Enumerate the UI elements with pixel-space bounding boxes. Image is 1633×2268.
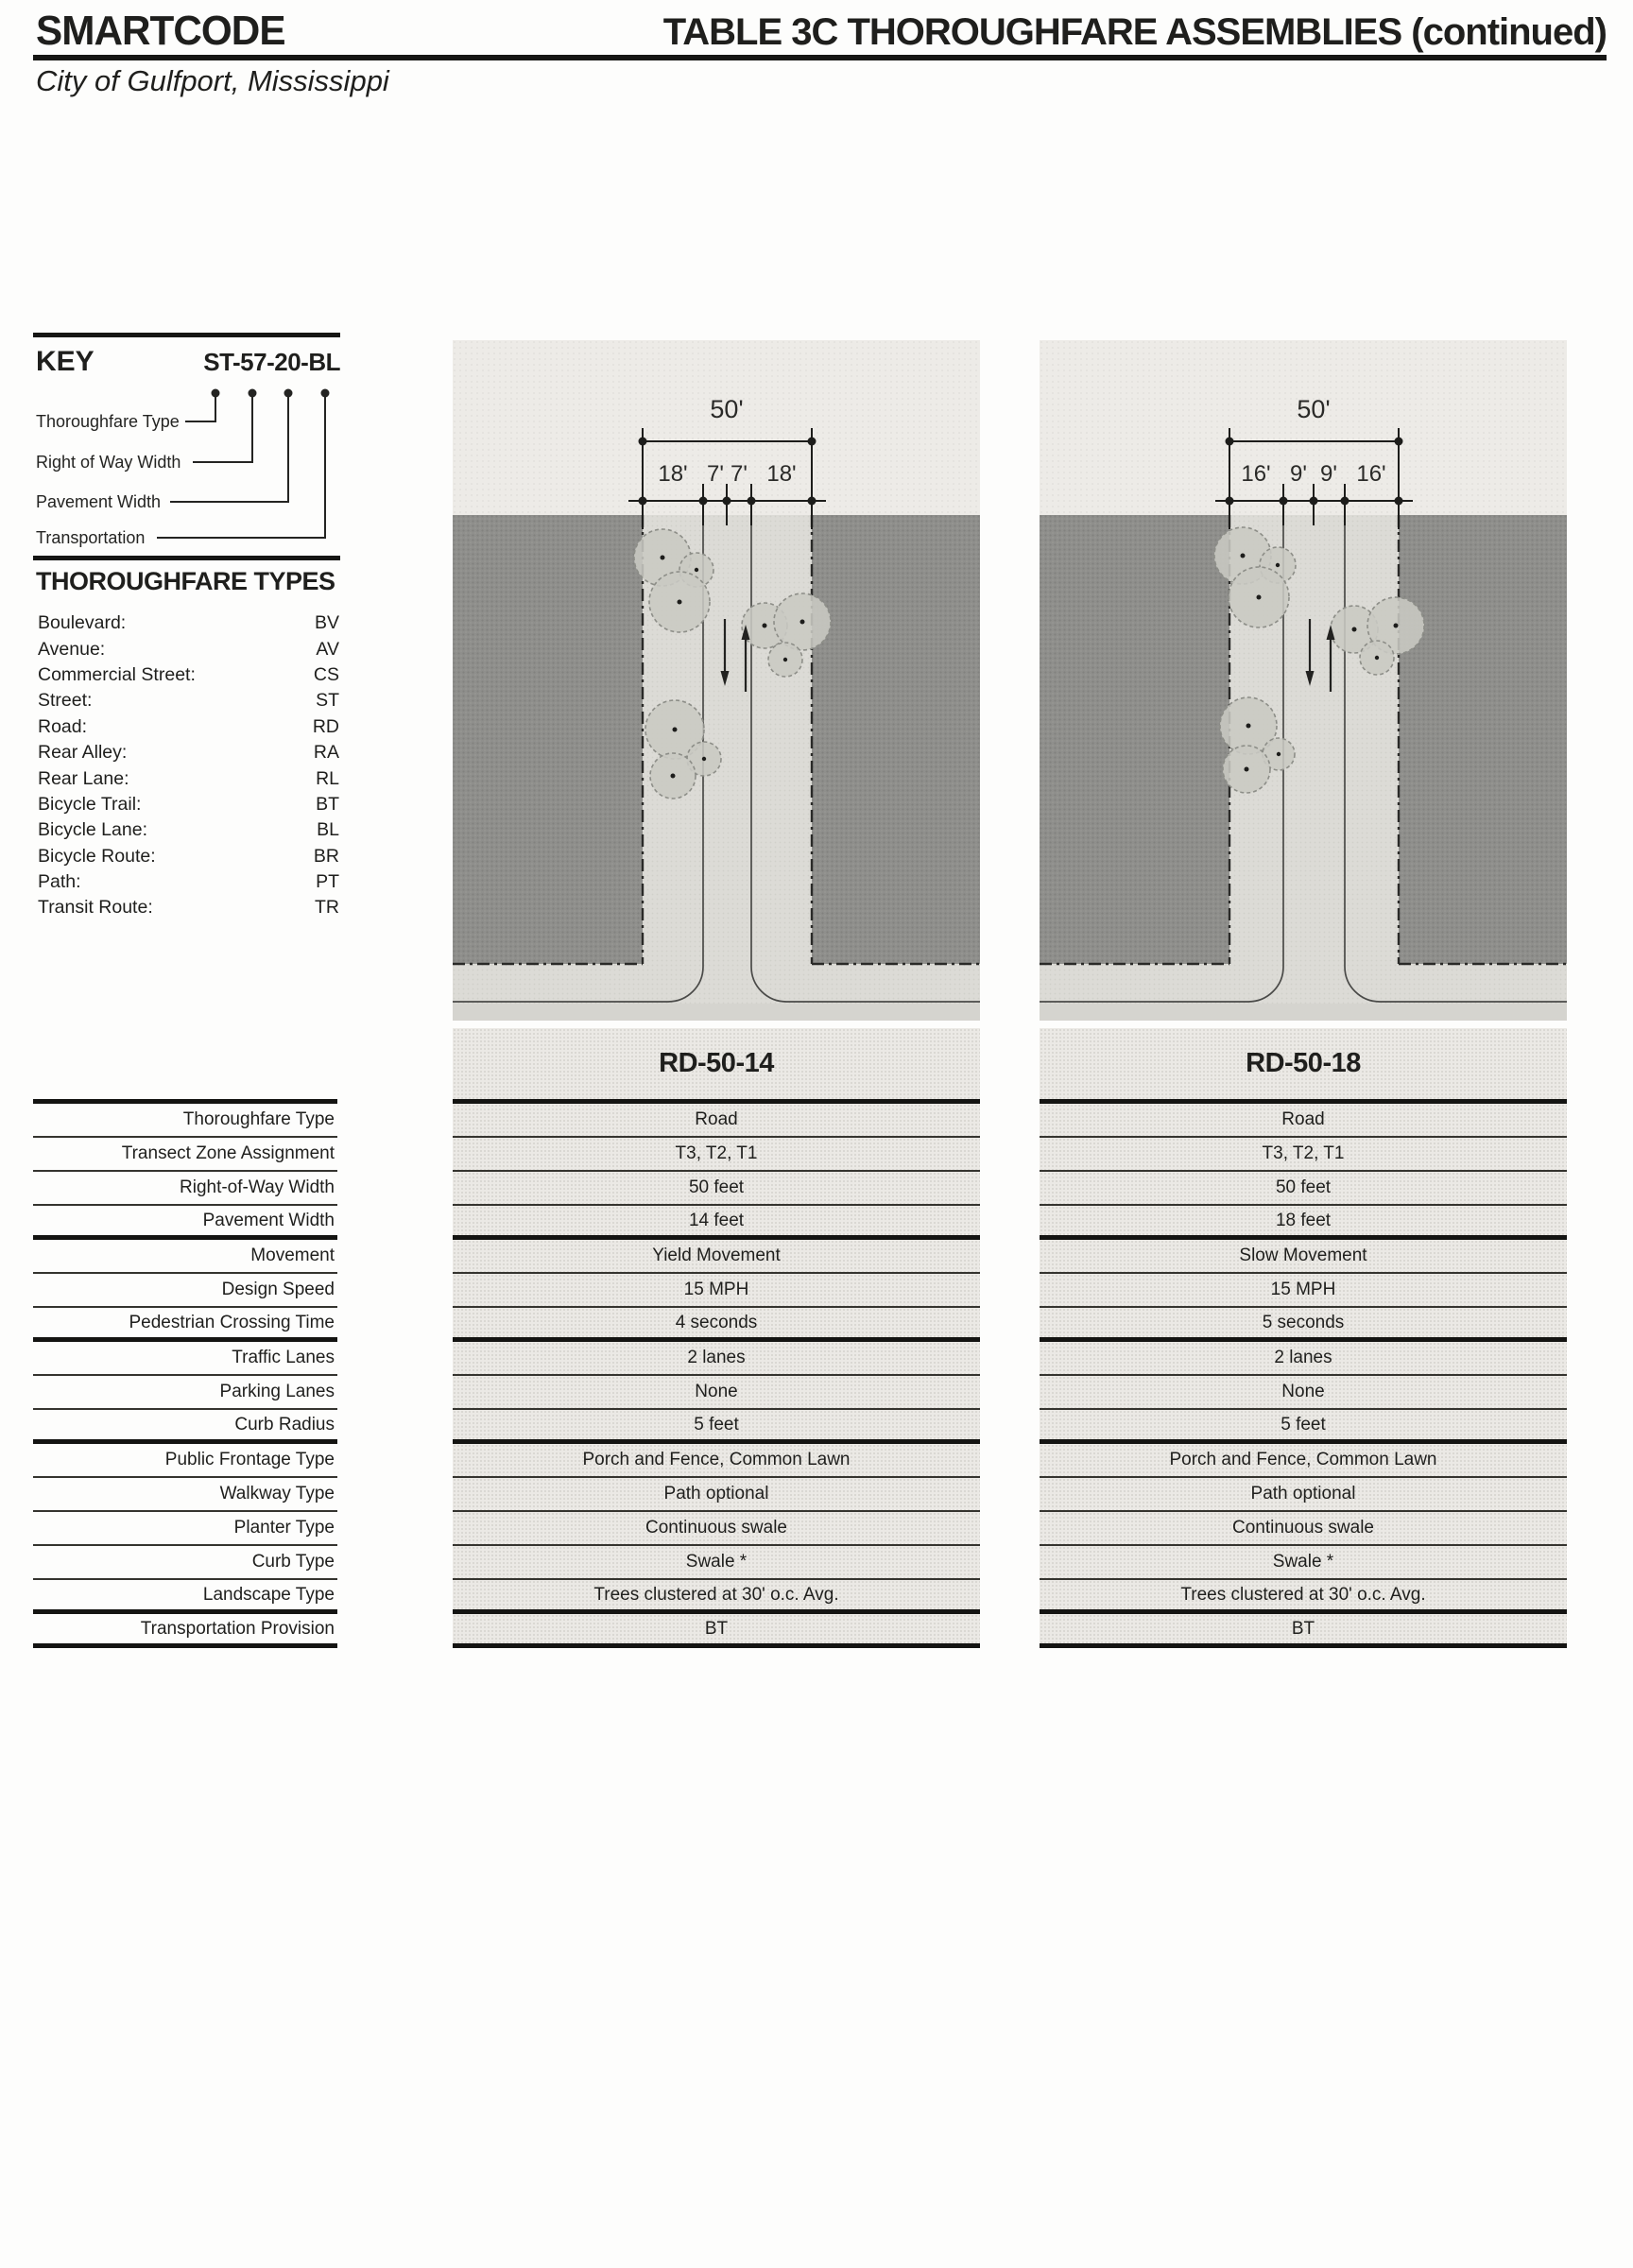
table-cell: 15 MPH [1040,1274,1567,1308]
city-block-left [453,515,643,964]
table-cell: 15 MPH [453,1274,980,1308]
type-abbr: PT [316,871,339,893]
dim-segment-label: 9' [1290,461,1307,487]
brand-title: SMARTCODE [36,8,285,54]
type-abbr: BL [317,819,339,841]
dim-segment-label: 18' [766,461,797,487]
type-label: Road: [38,715,88,737]
list-item [38,792,339,817]
row-label: Landscape Type [33,1580,337,1614]
table-cell: None [1040,1376,1567,1410]
table-cell: 2 lanes [1040,1342,1567,1376]
plan-diagram-rd-50-14 [453,340,980,1021]
table-cell: 5 seconds [1040,1308,1567,1342]
assembly-values-rd-50-18 [1040,1099,1567,1648]
key-legend-diagram [36,384,340,552]
type-label: Transit Route: [38,897,153,919]
row-label: Design Speed [33,1274,337,1308]
table-cell: Path optional [1040,1478,1567,1512]
key-rule-bottom [33,556,340,560]
row-label: Curb Radius [33,1410,337,1444]
row-label: Transportation Provision [33,1614,337,1648]
table-cell: Swale * [453,1546,980,1580]
list-item [38,688,339,713]
list-item [38,714,339,740]
list-item [38,869,339,895]
type-label: Rear Alley: [38,742,128,764]
key-heading: KEY [36,346,95,377]
table-cell: Porch and Fence, Common Lawn [1040,1444,1567,1478]
city-block-right [812,515,980,964]
thoroughfare-types-list [38,610,339,921]
type-abbr: TR [315,897,339,919]
type-abbr: ST [316,690,339,712]
city-block-left [1040,515,1229,964]
type-abbr: BT [316,793,339,815]
type-label: Street: [38,690,93,712]
type-abbr: BR [313,845,339,867]
assembly-title-rd-50-14: RD-50-14 [453,1028,980,1099]
type-label: Bicycle Lane: [38,819,147,841]
table-cell: 5 feet [1040,1410,1567,1444]
list-item [38,662,339,688]
table-cell: None [453,1376,980,1410]
list-item [38,817,339,843]
table-cell: Continuous swale [1040,1512,1567,1546]
table-row-labels [33,1099,337,1648]
city-block-right [1399,515,1567,964]
key-code: ST-57-20-BL [203,348,340,376]
row-label: Parking Lanes [33,1376,337,1410]
table-cell: 50 feet [1040,1172,1567,1206]
type-label: Bicycle Route: [38,845,156,867]
type-abbr: CS [313,663,339,685]
key-label-pavement-width: Pavement Width [36,492,162,511]
row-label: Movement [33,1240,337,1274]
table-cell: T3, T2, T1 [453,1138,980,1172]
type-abbr: RA [313,742,339,764]
table-cell: Slow Movement [1040,1240,1567,1274]
type-abbr: BV [314,612,339,634]
list-item [38,765,339,791]
table-cell: 50 feet [453,1172,980,1206]
row-label: Planter Type [33,1512,337,1546]
table-cell: BT [453,1614,980,1648]
dim-segment-label: 16' [1356,461,1386,487]
table-cell: 2 lanes [453,1342,980,1376]
dim-right-of-way-label: 50' [710,395,744,423]
table-cell: Road [1040,1104,1567,1138]
type-abbr: AV [316,638,339,660]
dim-segment-label: 18' [658,461,688,487]
row-label: Pavement Width [33,1206,337,1240]
type-label: Path: [38,871,81,893]
list-item [38,636,339,662]
table-cell: 14 feet [453,1206,980,1240]
thoroughfare-types-heading: THOROUGHFARE TYPES [36,567,335,595]
table-cell: Porch and Fence, Common Lawn [453,1444,980,1478]
row-label: Right-of-Way Width [33,1172,337,1206]
type-label: Commercial Street: [38,663,196,685]
table-cell: Road [453,1104,980,1138]
list-item [38,844,339,869]
plan-diagram-rd-50-18 [1040,340,1567,1021]
assembly-values-rd-50-14 [453,1099,980,1648]
row-label: Walkway Type [33,1478,337,1512]
dim-segment-label: 7' [731,461,748,487]
list-item [38,610,339,636]
dim-segment-label: 16' [1241,461,1271,487]
type-label: Boulevard: [38,612,127,634]
type-label: Avenue: [38,638,106,660]
table-cell: Path optional [453,1478,980,1512]
row-label: Transect Zone Assignment [33,1138,337,1172]
list-item [38,740,339,765]
row-label: Thoroughfare Type [33,1104,337,1138]
type-label: Rear Lane: [38,767,129,789]
table-cell: Trees clustered at 30' o.c. Avg. [1040,1580,1567,1614]
table-cell: 5 feet [453,1410,980,1444]
page-title: TABLE 3C THOROUGHFARE ASSEMBLIES (continued) [662,11,1607,53]
table-cell: 18 feet [1040,1206,1567,1240]
table-cell: Trees clustered at 30' o.c. Avg. [453,1580,980,1614]
row-label: Public Frontage Type [33,1444,337,1478]
assembly-title-rd-50-18: RD-50-18 [1040,1028,1567,1099]
type-label: Bicycle Trail: [38,793,142,815]
type-abbr: RL [316,767,339,789]
list-item [38,895,339,920]
row-label: Traffic Lanes [33,1342,337,1376]
dim-segment-label: 9' [1320,461,1337,487]
table-cell: Yield Movement [453,1240,980,1274]
table-cell: Swale * [1040,1546,1567,1580]
table-cell: 4 seconds [453,1308,980,1342]
dim-segment-label: 7' [707,461,724,487]
dim-right-of-way-label: 50' [1297,395,1331,423]
row-label: Curb Type [33,1546,337,1580]
table-cell: Continuous swale [453,1512,980,1546]
key-header [36,346,340,378]
page-subtitle: City of Gulfport, Mississippi [36,64,389,97]
key-label-right-of-way-width: Right of Way Width [36,453,181,472]
type-abbr: RD [312,715,339,737]
table-cell: BT [1040,1614,1567,1648]
row-label: Pedestrian Crossing Time [33,1308,337,1342]
key-label-thoroughfare-type: Thoroughfare Type [36,412,180,431]
key-label-transportation: Transportation [36,528,146,547]
table-cell: T3, T2, T1 [1040,1138,1567,1172]
key-rule-top [33,333,340,337]
header-rule [33,55,1607,60]
